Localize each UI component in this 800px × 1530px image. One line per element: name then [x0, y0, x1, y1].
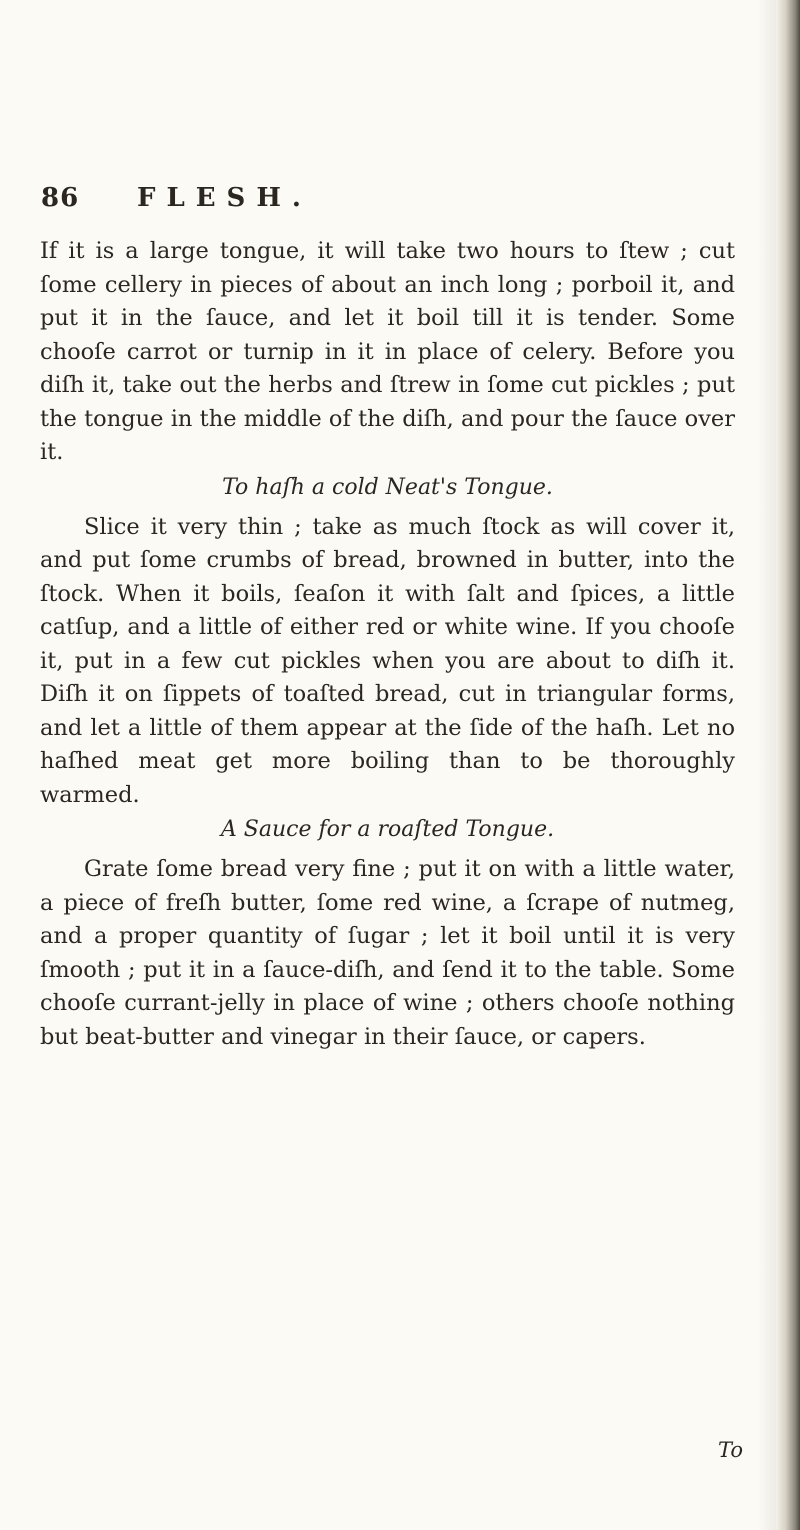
- recipe-heading-sauce: A Sauce for a roaſted Tongue.: [220, 817, 555, 842]
- body-text: [40, 235, 735, 1054]
- paragraph-hash: Slice it very thin ; take as much ſtock as will cover it, and put ſome crumbs of bread, browned in butter, into the ſtock. When it boils, ſeaſon it with ſalt and ſpices, a little catſup, and a little of either red or white wine. If you chooſe it, put in a few cut pickles when you are about to diſh it. Diſh it on ſippets of toaſted bread, cut in triangular forms, and let a little of them appear at the ſide of the haſh. Let no haſhed meat get more boiling than to be thoroughly warmed.: [40, 513, 735, 808]
- gutter-shadow: [758, 0, 776, 1530]
- catchword: To: [718, 1438, 744, 1462]
- page-edge: [776, 0, 800, 1530]
- page-number: 86: [41, 183, 80, 213]
- recipe-heading-hash: To haſh a cold Neat's Tongue.: [222, 474, 553, 500]
- running-head: [41, 183, 741, 223]
- running-title: FLESH.: [137, 183, 312, 213]
- paragraph-sauce: Grate ſome bread very fine ; put it on with a little water, a piece of freſh butter, ſome red wine, a ſcrape of nutmeg, and a proper quantity of ſugar ; let it boil until it is very ſmooth ; put it in a ſauce-diſh, and ſend it to the table. Some chooſe currant-jelly in place of wine ; others chooſe nothing but beat-butter and vinegar in their ſauce, or capers.: [40, 856, 735, 1050]
- paragraph-stew: If it is a large tongue, it will take two hours to ſtew ; cut ſome cellery in pieces of about an inch long ; porboil it, and put it in the ſauce, and let it boil till it is tender. Some chooſe carrot or turnip in it in place of celery. Before you diſh it, take out the herbs and ſtrew in ſome cut pickles ; put the tongue in the middle of the diſh, and pour the ſauce over it.: [40, 238, 735, 465]
